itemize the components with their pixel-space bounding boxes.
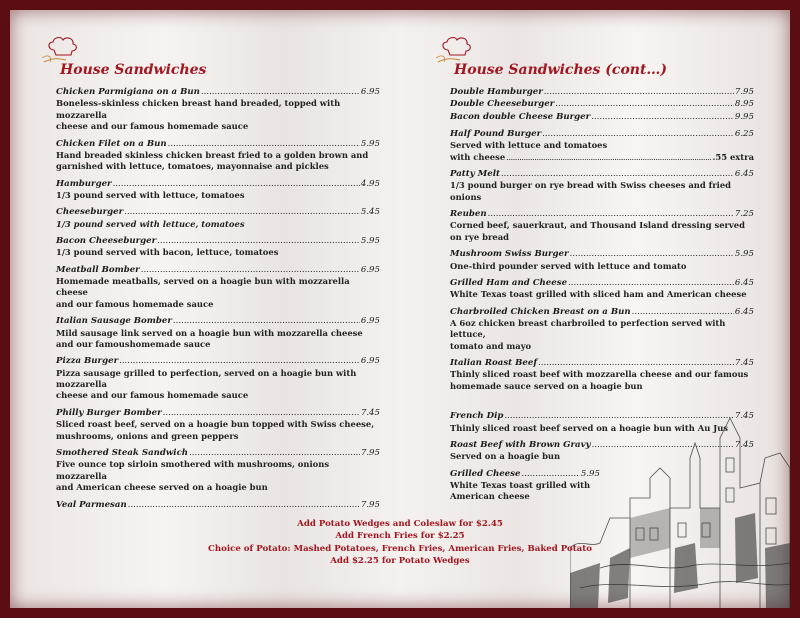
- menu-item-price: 7.45: [734, 358, 754, 369]
- dot-leader: [632, 306, 734, 318]
- menu-item-line: [56, 138, 380, 150]
- menu-item-price: 6.45: [734, 306, 754, 317]
- menu-item-description: 1/3 pound served with bacon, lettuce, tomatoes: [56, 247, 279, 258]
- menu-item-price: 6.95: [360, 264, 380, 275]
- extra-charge-line: [450, 152, 754, 163]
- menu-item-price: 5.95: [580, 468, 600, 479]
- menu-item-description: Thinly sliced roast beef served on a hoagie bun with Au Jus: [450, 422, 729, 433]
- menu-item-description: Five ounce top sirloin smothered with mushrooms, onions mozzarella: [56, 459, 330, 481]
- menu-item-name: Bacon double Cheese Burger: [450, 111, 591, 122]
- menu-item-name: Double Hamburger: [450, 87, 543, 97]
- menu-item-price: 6.95: [360, 316, 380, 327]
- menu-item-price: 6.45: [734, 277, 754, 288]
- menu-item: [56, 138, 380, 173]
- sides-notes: [10, 518, 790, 568]
- menu-item-line: [450, 248, 754, 260]
- menu-item-price: 7.95: [360, 499, 380, 510]
- dot-leader: [124, 206, 360, 218]
- menu-item-description: Corned beef, sauerkraut, and Thousand Island dressing served: [450, 220, 745, 231]
- menu-item-line: [450, 128, 754, 140]
- dot-leader: [163, 407, 360, 419]
- menu-item: [450, 306, 754, 353]
- dot-leader: [488, 208, 734, 220]
- menu-item-description: 1/3 pound served with lettuce, tomatoes: [56, 189, 245, 200]
- menu-item-line: [450, 111, 754, 123]
- menu-item: [56, 355, 380, 402]
- dot-leader: [542, 128, 734, 140]
- dot-leader: [591, 111, 734, 123]
- menu-item-price: 5.95: [360, 138, 380, 149]
- menu-item-line: [450, 277, 754, 289]
- dot-leader: [568, 277, 734, 289]
- menu-item-price: 7.45: [360, 407, 380, 418]
- menu-item-description: Served on a hoagie bun: [450, 451, 561, 462]
- menu-item-price: 5.45: [360, 207, 380, 218]
- menu-item-line: [56, 206, 380, 218]
- menu-item-price: 7.95: [360, 447, 380, 458]
- menu-item-name: French Dip: [450, 411, 504, 422]
- menu-item-name: Bacon Cheeseburger: [56, 236, 157, 247]
- menu-item-description: Served with lettuce and tomatoes: [450, 140, 608, 151]
- menu-item-name: Double Cheeseburger: [450, 99, 555, 110]
- menu-item-description: mushrooms, onions and green peppers: [56, 430, 239, 441]
- menu-item-price: 5.95: [360, 236, 380, 247]
- dot-leader: [119, 355, 360, 367]
- extra-price: .55 extra: [712, 151, 754, 162]
- menu-item-name: Half Pound Burger: [450, 128, 542, 139]
- menu-item-description: Sliced roast beef, served on a hoagie bun topped with Swiss cheese,: [56, 419, 375, 430]
- menu-item: [56, 235, 380, 259]
- chef-hat-icon: [42, 36, 82, 64]
- menu-item-line: [56, 178, 380, 190]
- menu-item-line: [450, 357, 754, 369]
- side-option-line: Choice of Potato: Mashed Potatoes, French Fries, American Fries, Baked Potato: [208, 543, 592, 554]
- side-option-line: Add French Fries for $2.25: [335, 531, 465, 542]
- menu-item: [450, 128, 754, 163]
- menu-item-price: 6.45: [734, 169, 754, 179]
- menu-item-line: [56, 407, 380, 419]
- side-option-line: Add $2.25 for Potato Wedges: [330, 556, 470, 567]
- dot-leader: [501, 168, 734, 180]
- menu-item-line: [450, 86, 754, 98]
- menu-item-line: [56, 447, 380, 459]
- dot-leader: [168, 138, 360, 150]
- menu-paper: [10, 10, 790, 608]
- menu-item: [56, 178, 380, 202]
- menu-item: [450, 357, 754, 392]
- menu-item: [450, 208, 754, 243]
- extra-label: with cheese: [450, 151, 506, 162]
- menu-item-line: [56, 235, 380, 247]
- menu-item: [56, 206, 380, 230]
- menu-item-group: [450, 86, 754, 123]
- menu-item-name: Veal Parmesan: [56, 499, 127, 510]
- right-heading: House Sandwiches (cont…): [454, 62, 668, 78]
- menu-item-description: homemade sauce served on a hoagie bun: [450, 380, 643, 391]
- menu-item-description: cheese and our famous homemade sauce: [56, 121, 249, 132]
- menu-item-name: Italian Roast Beef: [450, 358, 538, 369]
- menu-item: [450, 168, 754, 203]
- menu-item-price: 7.45: [734, 439, 754, 450]
- menu-item-price: 7.95: [734, 87, 754, 97]
- menu-item-description: Boneless-skinless chicken breast hand breaded, topped with mozzarella: [56, 98, 341, 120]
- menu-item-name: Philly Burger Bomber: [56, 407, 162, 418]
- menu-item-description: and our famoushomemade sauce: [56, 338, 211, 349]
- dot-leader: [538, 357, 734, 369]
- menu-item-price: 7.45: [734, 411, 754, 422]
- menu-item-description: on rye bread: [450, 231, 509, 242]
- dot-leader: [189, 447, 360, 459]
- menu-item: [450, 277, 754, 301]
- menu-item-description: 1/3 pound served with lettuce, tomatoes: [56, 218, 245, 229]
- menu-item-name: Meatball Bomber: [56, 264, 140, 275]
- menu-item-line: [56, 86, 380, 98]
- menu-item-line: [450, 168, 754, 180]
- menu-item-description: cheese and our famous homemade sauce: [56, 390, 249, 401]
- menu-item-description: and our famous homemade sauce: [56, 298, 214, 309]
- menu-item-name: Grilled Cheese: [450, 468, 521, 479]
- menu-item-name: Reuben: [450, 209, 487, 220]
- menu-item: [56, 315, 380, 350]
- menu-item-description: White Texas toast grilled with: [450, 479, 591, 490]
- left-heading: House Sandwiches: [60, 62, 207, 78]
- menu-item-line: [56, 315, 380, 327]
- menu-item-name: Roast Beef with Brown Gravy: [450, 439, 591, 450]
- dot-leader: [157, 235, 360, 247]
- menu-item-name: Grilled Ham and Cheese: [450, 277, 568, 288]
- dot-leader: [506, 152, 711, 163]
- menu-item-line: [56, 499, 380, 511]
- dot-leader: [141, 264, 360, 276]
- menu-item-description: White Texas toast grilled with sliced ham and American cheese: [450, 289, 747, 300]
- left-items: [56, 86, 380, 511]
- menu-item-name: Mushroom Swiss Burger: [450, 249, 569, 260]
- menu-item-line: [450, 98, 754, 110]
- menu-item-description: A 6oz chicken breast charbroiled to perfection served with lettuce,: [450, 317, 726, 340]
- dot-leader: [128, 499, 360, 511]
- menu-item-name: Pizza Burger: [56, 356, 119, 367]
- city-sketch-illustration: [570, 398, 790, 608]
- menu-item-description: Hand breaded skinless chicken breast fried to a golden brown and: [56, 149, 369, 160]
- menu-item-description: Mild sausage link served on a hoagie bun with mozzarella cheese: [56, 327, 363, 338]
- menu-item-line: [450, 208, 754, 220]
- menu-item-price: 8.95: [734, 99, 754, 110]
- menu-item-line: [56, 355, 380, 367]
- menu-item-name: Chicken Parmigiana on a Bun: [56, 87, 200, 97]
- menu-item-price: 6.95: [360, 87, 380, 97]
- menu-item: [450, 248, 754, 272]
- menu-item: [56, 499, 380, 511]
- menu-item: [56, 447, 380, 494]
- menu-item-name: Patty Melt: [450, 169, 500, 179]
- menu-item-name: Italian Sausage Bomber: [56, 316, 172, 327]
- chef-hat-icon: [436, 36, 476, 64]
- menu-item-name: Smothered Steak Sandwich: [56, 447, 189, 458]
- dot-leader: [173, 315, 360, 327]
- menu-item-price: 5.95: [734, 249, 754, 260]
- menu-item-name: Chicken Filet on a Bun: [56, 138, 167, 149]
- menu-item-name: Cheeseburger: [56, 207, 124, 218]
- menu-item-description: Thinly sliced roast beef with mozzarella cheese and our famous: [450, 369, 749, 380]
- menu-item-description: tomato and mayo: [450, 340, 532, 351]
- menu-item-name: Charbroiled Chicken Breast on a Bun: [450, 306, 631, 317]
- menu-item: [56, 407, 380, 442]
- dot-leader: [113, 178, 360, 190]
- menu-item-price: 4.95: [360, 178, 380, 189]
- menu-item-price: 6.25: [734, 128, 754, 139]
- menu-item-price: 7.25: [734, 209, 754, 220]
- menu-item-price: 6.95: [360, 356, 380, 367]
- dot-leader: [570, 248, 734, 260]
- dot-leader: [544, 86, 734, 98]
- menu-item-description: American cheese: [450, 491, 530, 502]
- menu-item-name: Hamburger: [56, 178, 112, 189]
- dot-leader: [201, 86, 360, 98]
- menu-item-description: garnished with lettuce, tomatoes, mayonnaise and pickles: [56, 161, 329, 172]
- dot-leader: [555, 98, 734, 110]
- menu-item-description: and American cheese served on a hoagie bun: [56, 482, 268, 493]
- menu-item-description: One-third pounder served with lettuce and tomato: [450, 260, 687, 271]
- menu-item: [56, 86, 380, 133]
- menu-item: [56, 264, 380, 311]
- menu-item-line: [450, 306, 754, 318]
- side-option-line: Add Potato Wedges and Coleslaw for $2.45: [297, 519, 503, 529]
- menu-item-description: Pizza sausage grilled to perfection, served on a hoagie bun with mozzarella: [56, 367, 357, 390]
- menu-item-description: 1/3 pound burger on rye bread with Swiss cheeses and fried onions: [450, 180, 732, 202]
- menu-item-description: Homemade meatballs, served on a hoagie bun with mozzarella cheese: [56, 276, 350, 298]
- menu-item-price: 9.95: [734, 111, 754, 122]
- menu-item-line: [56, 264, 380, 276]
